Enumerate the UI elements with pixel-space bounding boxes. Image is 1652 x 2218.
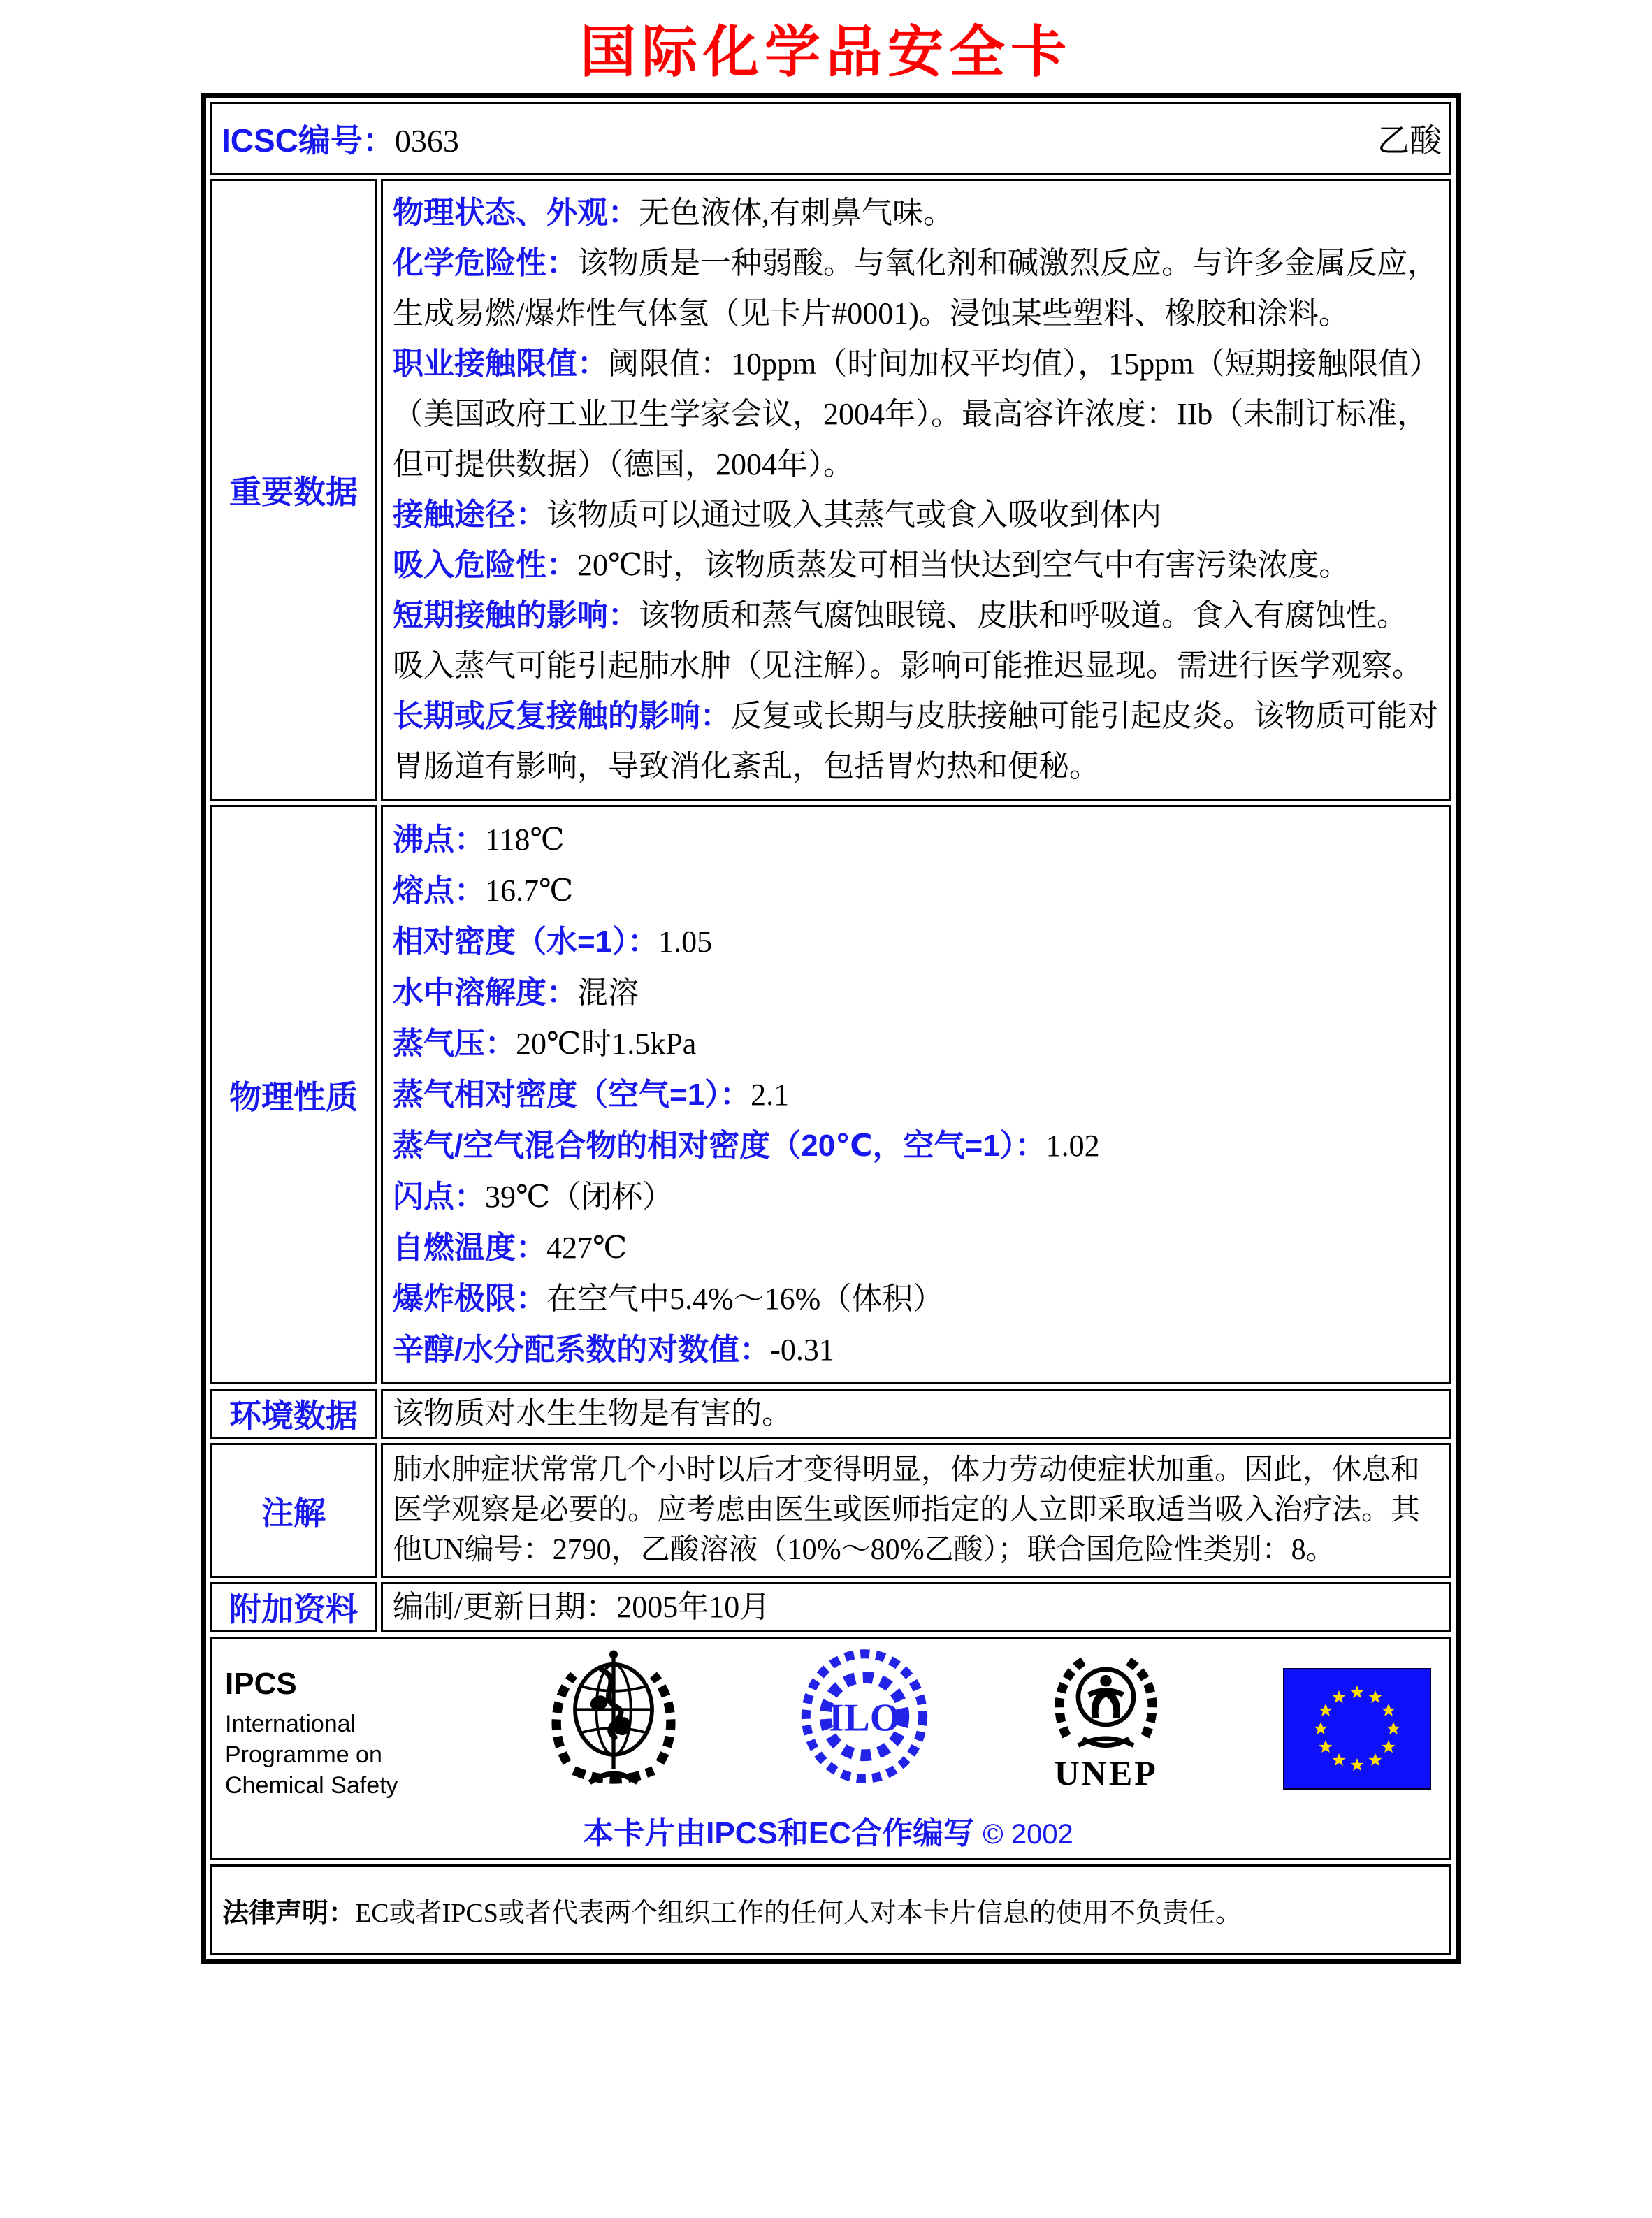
property-value: 427℃ bbox=[546, 1231, 628, 1265]
important-data-content bbox=[381, 179, 1451, 801]
icsc-number-value: 0363 bbox=[394, 123, 459, 159]
property-label: 爆炸极限： bbox=[393, 1282, 546, 1316]
property-value: 16.7℃ bbox=[485, 874, 574, 908]
item-text: 反复或长期与皮肤接触可能引起皮炎。该物质可能对胃肠道有影响，导致消化紊乱，包括胃灼热和便秘。 bbox=[393, 699, 1438, 783]
property-value: 20℃时1.5kPa bbox=[516, 1027, 697, 1061]
data-item bbox=[393, 188, 1440, 238]
property-item bbox=[393, 1222, 1440, 1273]
who-logo-icon bbox=[547, 1648, 680, 1795]
page-title: 国际化学品安全卡 bbox=[580, 21, 1072, 83]
property-label: 水中溶解度： bbox=[393, 976, 577, 1010]
property-value: -0.31 bbox=[770, 1333, 834, 1367]
property-label: 蒸气/空气混合物的相对密度（20℃，空气=1）： bbox=[393, 1129, 1046, 1163]
legal-label: 法律声明： bbox=[222, 1898, 356, 1928]
eu-flag-icon bbox=[1283, 1648, 1431, 1793]
property-item bbox=[393, 865, 1440, 916]
item-label: 接触途径： bbox=[393, 498, 546, 532]
legal-row bbox=[210, 1864, 1451, 1955]
legal-notice bbox=[210, 1864, 1451, 1955]
property-item bbox=[393, 1069, 1440, 1120]
item-text: 20℃时，该物质蒸发可相当快达到空气中有害污染浓度。 bbox=[577, 548, 1350, 582]
item-label: 短期接触的影响： bbox=[393, 598, 639, 632]
property-label: 蒸气压： bbox=[393, 1027, 516, 1061]
icsc-number bbox=[222, 115, 459, 161]
property-value: 1.05 bbox=[658, 925, 713, 959]
property-label: 蒸气相对密度（空气=1）： bbox=[393, 1078, 751, 1112]
organization-logos bbox=[225, 1648, 1431, 1801]
caption-year: © 2002 bbox=[983, 1819, 1073, 1850]
ilo-logo-icon bbox=[799, 1648, 929, 1788]
ilo-logo-text: ILO bbox=[828, 1696, 900, 1740]
property-label: 闪点： bbox=[393, 1180, 485, 1214]
property-item bbox=[393, 814, 1440, 865]
item-text: 该物质可以通过吸入其蒸气或食入吸收到体内 bbox=[546, 498, 1161, 532]
item-text: 阈限值：10ppm（时间加权平均值），15ppm（短期接触限值）（美国政府工业卫生学家会议，2004年）。最高容许浓度：IIb（未制订标准，但可提供数据）（德国，2004年）。 bbox=[393, 347, 1428, 481]
item-label: 长期或反复接触的影响： bbox=[393, 699, 731, 733]
item-label: 吸入危险性： bbox=[393, 548, 577, 582]
icsc-card-table bbox=[201, 93, 1461, 1964]
property-label: 沸点： bbox=[393, 822, 485, 857]
unep-logo-text: UNEP bbox=[1054, 1753, 1158, 1792]
data-item bbox=[393, 590, 1440, 691]
physical-properties-row bbox=[210, 805, 1451, 1384]
item-label: 职业接触限值： bbox=[393, 347, 608, 381]
property-label: 自燃温度： bbox=[393, 1231, 546, 1265]
data-item bbox=[393, 238, 1440, 339]
property-item bbox=[393, 967, 1440, 1018]
logos-row bbox=[210, 1637, 1451, 1860]
section-label-important: 重要数据 bbox=[210, 179, 377, 801]
notes-text: 肺水肿症状常常几个小时以后才变得明显，体力劳动使症状加重。因此，休息和医学观察是必要的。应考虑由医生或医师指定的人立即采取适当吸入治疗法。其他UN编号：2790，乙酸溶液（10%～80%乙酸）；联合国危险性类别：8。 bbox=[393, 1454, 1421, 1566]
additional-info-row bbox=[210, 1582, 1451, 1632]
important-data-row bbox=[210, 179, 1451, 801]
environment-text: 该物质对水生生物是有害的。 bbox=[393, 1396, 792, 1430]
property-value: 在空气中5.4%～16%（体积） bbox=[546, 1282, 944, 1316]
section-label-notes: 注解 bbox=[210, 1443, 377, 1578]
unep-logo-icon bbox=[1048, 1648, 1164, 1793]
property-label: 相对密度（水=1）： bbox=[393, 925, 659, 959]
item-text: 无色液体,有刺鼻气味。 bbox=[639, 196, 954, 230]
additional-info-content bbox=[381, 1582, 1451, 1632]
property-value: 1.02 bbox=[1045, 1129, 1100, 1163]
property-item bbox=[393, 1324, 1440, 1375]
ipcs-line: International bbox=[225, 1711, 356, 1737]
environmental-data-row bbox=[210, 1389, 1451, 1439]
icsc-number-label: ICSC编号： bbox=[222, 122, 395, 159]
notes-row bbox=[210, 1443, 1451, 1578]
header-row bbox=[210, 102, 1451, 175]
chemical-name: 乙酸 bbox=[1377, 123, 1442, 159]
property-value: 39℃（闭杯） bbox=[485, 1180, 674, 1214]
property-label: 熔点： bbox=[393, 874, 485, 908]
item-label: 化学危险性： bbox=[393, 246, 577, 280]
legal-text: EC或者IPCS或者代表两个组织工作的任何人对本卡片信息的使用不负责任。 bbox=[355, 1898, 1242, 1928]
property-item bbox=[393, 1171, 1440, 1222]
item-text: 该物质是一种弱酸。与氧化剂和碱激烈反应。与许多金属反应，生成易燃/爆炸性气体氢（见卡片#0001)。浸蚀某些塑料、橡胶和涂料。 bbox=[393, 246, 1438, 331]
ipcs-acronym: IPCS bbox=[225, 1667, 297, 1701]
ipcs-line: Chemical Safety bbox=[225, 1772, 398, 1799]
property-item bbox=[393, 1273, 1440, 1324]
additional-value: 2005年10月 bbox=[616, 1590, 771, 1624]
additional-label: 编制/更新日期： bbox=[393, 1590, 617, 1624]
ipcs-line: Programme on bbox=[225, 1741, 382, 1768]
caption-text: 本卡片由IPCS和EC合作编写 bbox=[583, 1816, 974, 1850]
property-label: 辛醇/水分配系数的对数值： bbox=[393, 1333, 771, 1367]
property-item bbox=[393, 916, 1440, 967]
property-item bbox=[393, 1120, 1440, 1171]
section-label-physical: 物理性质 bbox=[210, 805, 377, 1384]
data-item bbox=[393, 691, 1440, 792]
data-item bbox=[393, 490, 1440, 540]
property-item bbox=[393, 1018, 1440, 1069]
physical-properties-content bbox=[381, 805, 1451, 1384]
ipcs-text-block bbox=[225, 1648, 428, 1801]
property-value: 2.1 bbox=[751, 1078, 790, 1112]
section-label-additional: 附加资料 bbox=[210, 1582, 377, 1632]
item-label: 物理状态、外观： bbox=[393, 196, 639, 230]
card-header bbox=[213, 115, 1449, 161]
section-label-environment: 环境数据 bbox=[210, 1389, 377, 1439]
data-item bbox=[393, 540, 1440, 590]
environmental-data-content bbox=[381, 1389, 1451, 1439]
notes-content bbox=[381, 1443, 1451, 1578]
property-value: 混溶 bbox=[577, 976, 639, 1010]
property-value: 118℃ bbox=[485, 822, 565, 857]
item-text: 该物质和蒸气腐蚀眼镜、皮肤和呼吸道。食入有腐蚀性。 吸入蒸气可能引起肺水肿（见注解）。影响可能推迟显现。需进行医学观察。 bbox=[393, 598, 1423, 683]
caption bbox=[225, 1808, 1431, 1853]
data-item bbox=[393, 339, 1440, 490]
